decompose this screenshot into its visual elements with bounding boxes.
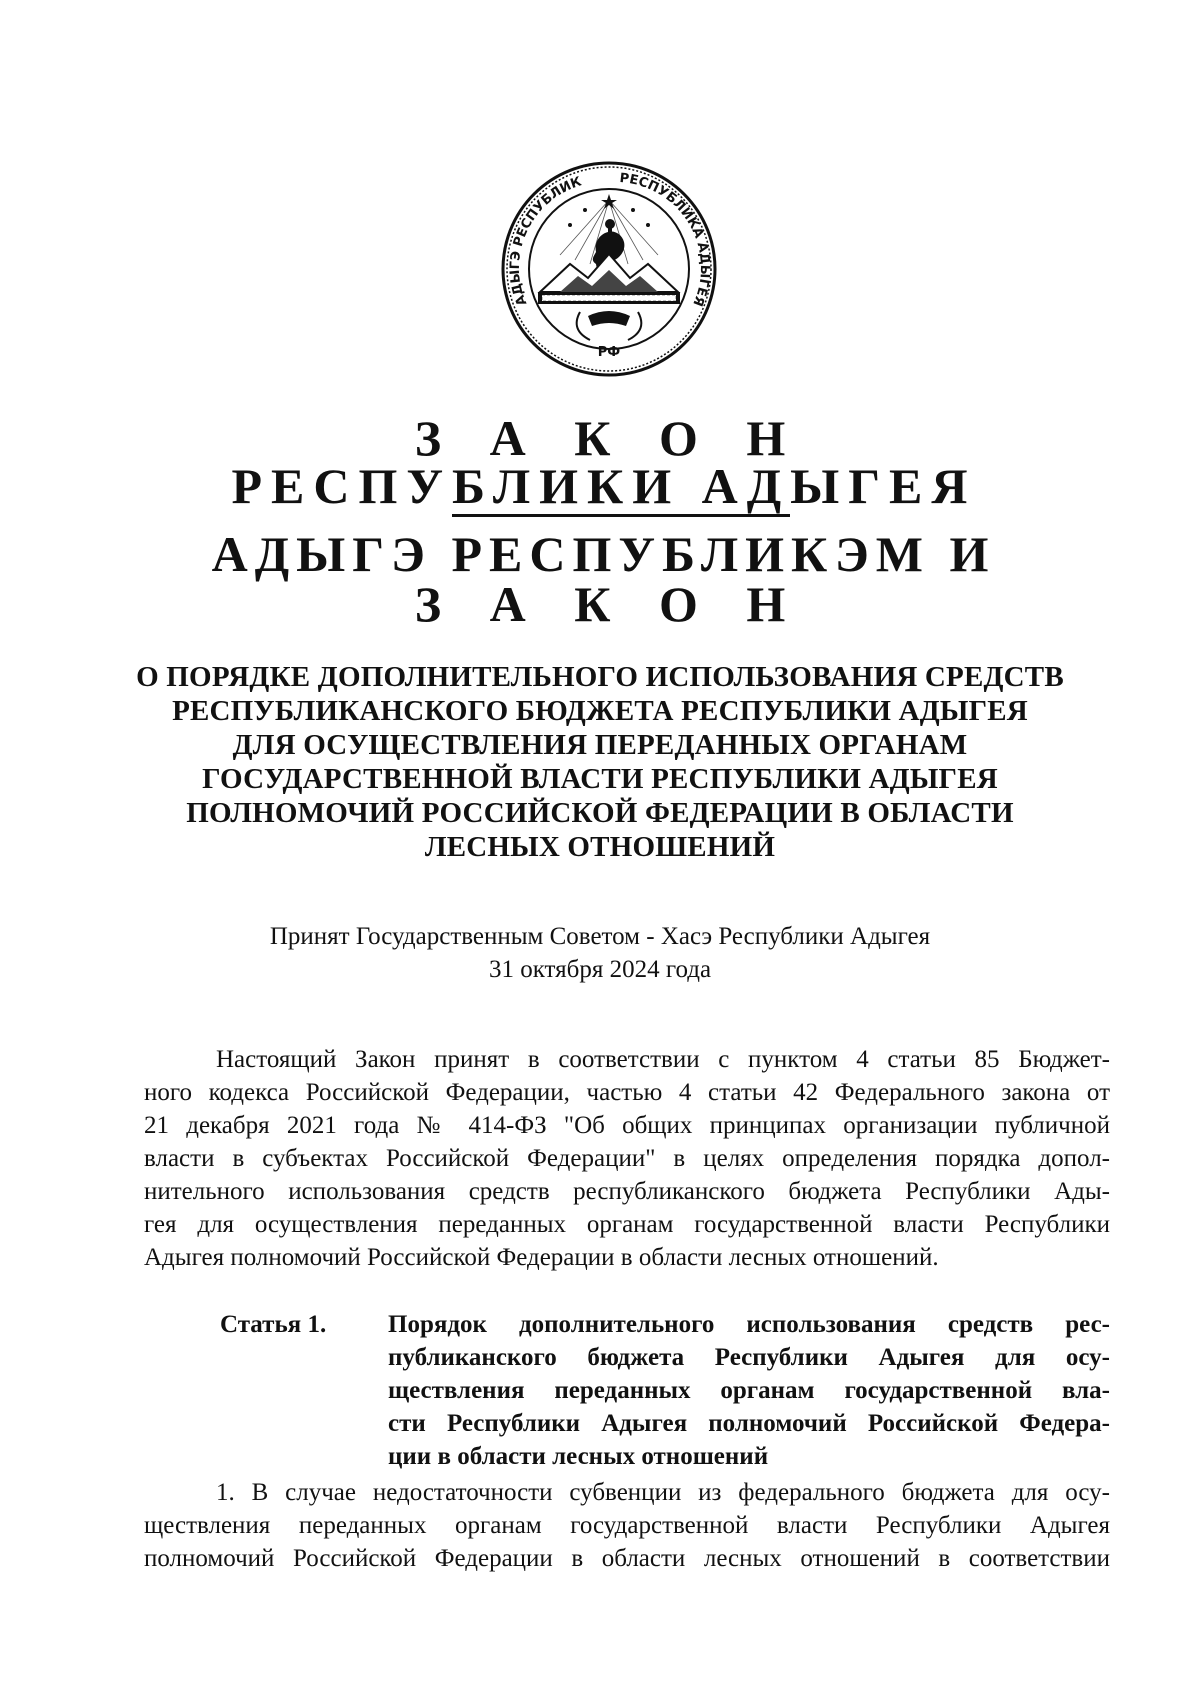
article-body-line: 1. В случае недостаточности субвенции из федерального бюджета для осу- [216, 1479, 1110, 1506]
preamble-line: гея для осуществления переданных органам государственной власти Республики [144, 1211, 1110, 1238]
law-title-line: ДЛЯ ОСУЩЕСТВЛЕНИЯ ПЕРЕДАННЫХ ОРГАНАМ [232, 729, 968, 761]
article-title-line: публиканского бюджета Республики Адыгея для осу- [388, 1344, 1110, 1371]
preamble-line: 21 декабря 2021 года № 414-ФЗ "Об общих принципах организации публичной [144, 1112, 1110, 1139]
article-body-line: полномочий Российской Федерации в области лесных отношений в соответствии [144, 1545, 1110, 1572]
header-divider [452, 514, 790, 517]
article-1-title [388, 1308, 1110, 1473]
emblem-ring-text-right: РЕСПУБЛИКА АДЫГЕЯ [618, 170, 713, 309]
preamble-paragraph [144, 1043, 1110, 1274]
article-1-label: Статья 1. [220, 1311, 327, 1338]
adoption-body: Принят Государственным Советом - Хасэ Республики Адыгея [269, 923, 931, 950]
law-title-line: ПОЛНОМОЧИЙ РОССИЙСКОЙ ФЕДЕРАЦИИ В ОБЛАСТИ [186, 797, 1014, 829]
law-title-line: ЛЕСНЫХ ОТНОШЕНИЙ [424, 831, 776, 863]
header-adyge-republic: АДЫГЭ РЕСПУБЛИКЭМ И [211, 526, 996, 582]
law-title [0, 660, 1200, 864]
preamble-line: Настоящий Закон принят в соответствии с пунктом 4 статьи 85 Бюджет- [216, 1046, 1110, 1073]
emblem-ring-text-left: АДЫГЭ РЕСПУБЛИК [507, 174, 584, 308]
preamble-line: власти в субъектах Российской Федерации" в целях определения порядка допол- [144, 1145, 1110, 1172]
article-1-paragraph-1 [144, 1476, 1110, 1575]
law-title-line: О ПОРЯДКЕ ДОПОЛНИТЕЛЬНОГО ИСПОЛЬЗОВАНИЯ СРЕДСТВ [136, 661, 1064, 693]
adoption-date: 31 октября 2024 года [488, 956, 712, 983]
emblem-bottom-text: РФ [597, 345, 621, 360]
header-zakon-ru: З А К О Н [414, 410, 804, 466]
header-zakon-ady: З А К О Н [414, 576, 804, 632]
article-title-line: сти Республики Адыгея полномочий Российской Федера- [388, 1410, 1110, 1437]
article-title-line: Порядок дополнительного использования средств рес- [388, 1311, 1110, 1338]
article-title-line: ществления переданных органам государственной вла- [388, 1377, 1110, 1404]
preamble-line: нительного использования средств республиканского бюджета Республики Ады- [144, 1178, 1110, 1205]
article-body-line: ществления переданных органам государственной власти Республики Адыгея [144, 1512, 1110, 1539]
law-title-line: ГОСУДАРСТВЕННОЙ ВЛАСТИ РЕСПУБЛИКИ АДЫГЕЯ [202, 763, 998, 795]
law-title-line: РЕСПУБЛИКАНСКОГО БЮДЖЕТА РЕСПУБЛИКИ АДЫГЕЯ [172, 695, 1028, 727]
preamble-line: ного кодекса Российской Федерации, частью 4 статьи 42 Федерального закона от [144, 1079, 1110, 1106]
header-republic-adygea: РЕСПУБЛИКИ АДЫГЕЯ [231, 458, 977, 514]
preamble-line: Адыгея полномочий Российской Федерации в области лесных отношений. [144, 1244, 939, 1271]
coat-of-arms-emblem [500, 160, 718, 378]
adoption-info [0, 920, 1200, 986]
article-title-line: ции в области лесных отношений [388, 1443, 769, 1470]
